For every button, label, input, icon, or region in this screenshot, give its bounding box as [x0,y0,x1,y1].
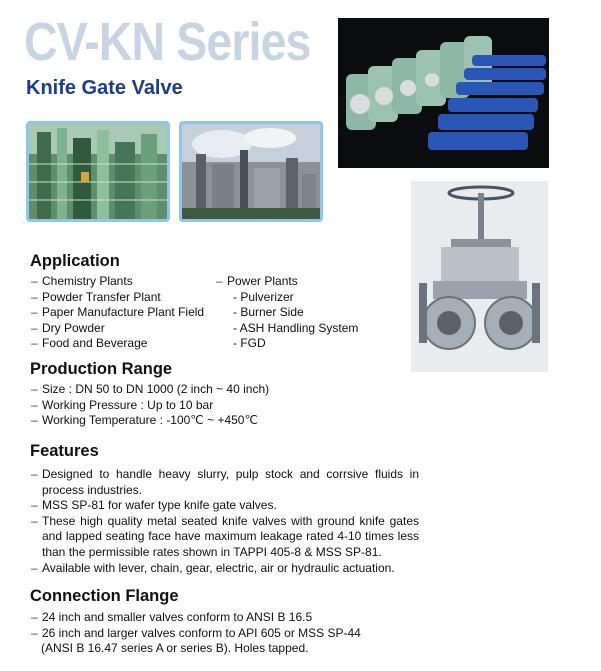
list-item: – Power Plants [215,274,395,290]
list-item: – 26 inch and larger valves conform to API 605 or MSS SP-44 [30,626,420,642]
list-item: – MSS SP-81 for wafer type knife gate valves. [30,498,419,514]
list-item: – Paper Manufacture Plant Field [30,305,220,321]
connection-flange-heading: Connection Flange [30,587,179,605]
refinery-plant-photo [179,121,323,222]
knife-gate-valves-row-photo [338,18,549,168]
list-item: – Designed to handle heavy slurry, pulp stock and corrsive fluids in process industries. [30,467,419,498]
series-title: CV-KN Series [24,12,311,72]
list-item: – 24 inch and smaller valves conform to ANSI B 16.5 [30,610,420,626]
list-item: - Burner Side [233,305,304,320]
connection-flange-list [30,610,420,641]
list-item: – Working Temperature : -100℃ ~ +450℃ [30,413,400,429]
list-item: - FGD [233,336,266,351]
knife-gate-valve-handwheel-photo [411,181,548,372]
list-item: – Size : DN 50 to DN 1000 (2 inch ~ 40 inch) [30,382,400,398]
application-heading: Application [30,252,120,270]
application-list [30,274,220,352]
list-item: - ASH Handling System [233,320,359,335]
features-heading: Features [30,442,99,460]
production-range-heading: Production Range [30,360,173,378]
production-range-list [30,382,400,429]
product-subtitle: Knife Gate Valve [26,77,183,99]
list-item: – Dry Powder [30,321,220,337]
list-item: – These high quality metal seated knife valves with ground knife gates and lapped seating face have maximum leakage rated 4-10 times less than the permissible rates shown in TAPPI 405-8 & MSS SP-81. [30,514,419,561]
list-item: – Chemistry Plants [30,274,220,290]
list-item: – Food and Beverage [30,336,220,352]
features-list [30,467,419,576]
power-plants-list [215,274,395,290]
list-item: - Pulverizer [233,289,294,304]
power-plants-sublist [233,290,403,352]
list-item: – Working Pressure : Up to 10 bar [30,398,400,414]
industrial-plant-photo [26,121,170,222]
connection-flange-continuation: (ANSI B 16.47 series A or series B). Holes tapped. [41,641,309,656]
list-item: – Powder Transfer Plant [30,290,220,306]
list-item: – Available with lever, chain, gear, electric, air or hydraulic actuation. [30,561,419,577]
